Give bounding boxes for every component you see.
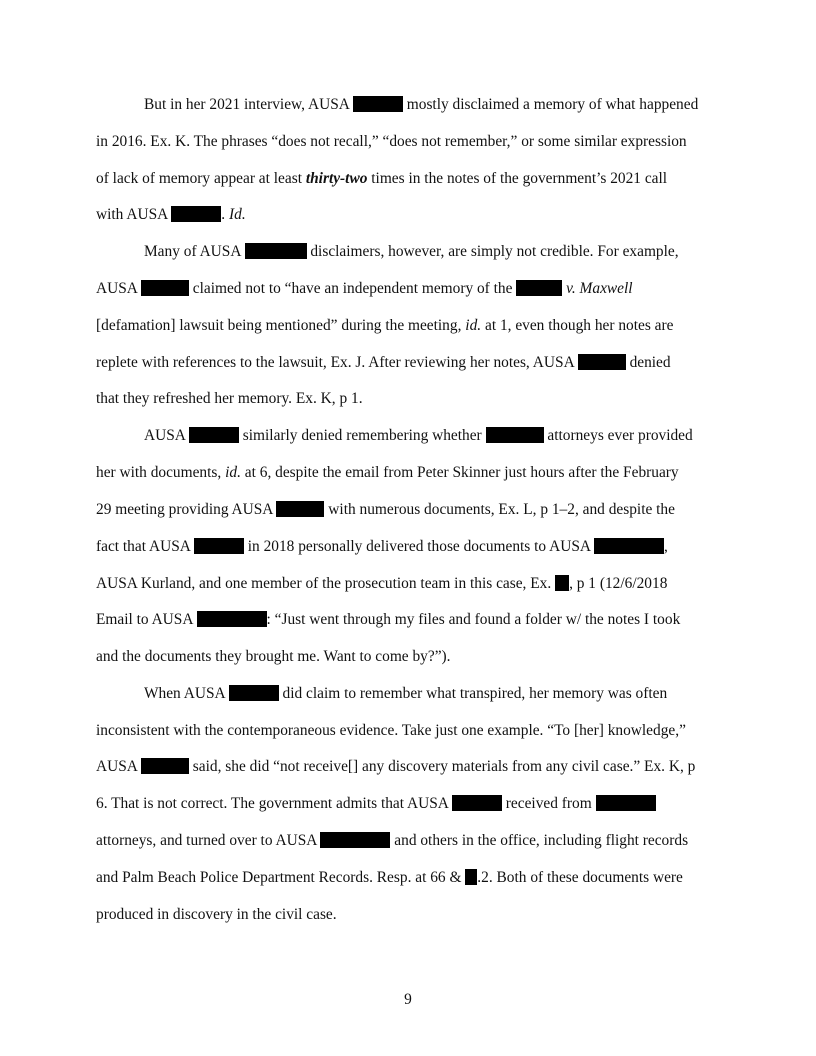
text-segment: 6. That is not correct. The government admits that AUSA [96,795,449,812]
text-segment: attorneys ever provided [547,427,693,444]
text-segment: , p 1 (12/6/2018 [569,575,668,592]
text-line [144,95,698,115]
redaction-block [229,685,279,701]
text-segment: AUSA Kurland, and one member of the prosecution team in this case, Ex. [96,575,552,592]
case-name-text: v. Maxwell [566,280,633,297]
text-segment: and others in the office, including flight records [394,832,689,849]
redaction-block [594,538,664,554]
text-segment: [defamation] lawsuit being mentioned” during the meeting, [96,317,462,334]
text-segment: When AUSA [144,685,225,702]
redaction-block [452,795,502,811]
redaction-block [555,575,569,591]
redaction-block [194,538,244,554]
text-segment: of lack of memory appear at least [96,170,302,187]
text-line [96,463,679,483]
text-line [96,868,683,888]
redaction-block [141,280,189,296]
text-segment: times in the notes of the government’s 2021 call [371,170,668,187]
redaction-block [486,427,544,443]
text-segment: similarly denied remembering whether [242,427,482,444]
text-line [144,242,679,262]
text-segment: , [664,538,668,555]
text-segment: in 2016. Ex. K. The phrases “does not recall,” “does not remember,” or some similar expression [96,133,687,150]
text-line [96,205,246,225]
text-segment: . [221,206,226,223]
text-segment: with numerous documents, Ex. L, p 1–2, and despite the [328,501,675,518]
redaction-block [320,832,390,848]
text-segment: received from [505,795,592,812]
text-segment: at 1, even though her notes are [484,317,674,334]
text-segment: denied [629,354,671,371]
text-segment: that they refreshed her memory. Ex. K, p 1. [96,390,363,407]
text-line [96,169,667,189]
text-segment: with AUSA [96,206,168,223]
redaction-block [578,354,626,370]
text-segment: did claim to remember what transpired, her memory was often [282,685,668,702]
text-segment: AUSA [144,427,186,444]
text-segment: 29 meeting providing AUSA [96,501,273,518]
text-segment: Email to AUSA [96,611,193,628]
text-line [144,684,667,704]
text-line [96,537,668,557]
text-line [96,905,337,925]
text-segment: AUSA [96,280,138,297]
text-segment: mostly disclaimed a memory of what happened [406,96,699,113]
text-segment: and the documents they brought me. Want to come by?”). [96,648,451,665]
redaction-block [516,280,562,296]
text-segment: and Palm Beach Police Department Records. Resp. at 66 & [96,869,462,886]
redaction-block [276,501,324,517]
text-line [96,757,695,777]
text-segment: inconsistent with the contemporaneous evidence. Take just one example. “To [her] knowledge,” [96,722,686,739]
text-segment: : “Just went through my files and found a folder w/ the notes I took [266,611,681,628]
text-line [96,389,363,409]
redaction-block [189,427,239,443]
text-line [96,279,633,299]
text-segment: .2. Both of these documents were [477,869,683,886]
text-segment: fact that AUSA [96,538,191,555]
text-line [96,574,667,594]
text-segment: Many of AUSA [144,243,241,260]
text-segment: claimed not to “have an independent memory of the [192,280,513,297]
text-line [96,316,673,336]
emphasis-text: thirty-two [305,170,368,187]
text-segment: in 2018 personally delivered those documents to AUSA [247,538,591,555]
text-line [96,721,686,741]
text-line [96,132,687,152]
redaction-block [171,206,221,222]
citation-text: Id. [229,206,246,223]
citation-text: id. [225,464,241,481]
redaction-block [596,795,656,811]
redaction-block [245,243,307,259]
text-segment: attorneys, and turned over to AUSA [96,832,317,849]
text-segment: AUSA [96,758,138,775]
text-line [96,500,675,520]
text-segment: disclaimers, however, are simply not credible. For example, [310,243,679,260]
redaction-block [197,611,267,627]
redaction-block [465,869,477,885]
text-line [96,647,451,667]
text-segment: her with documents, [96,464,222,481]
text-line [96,831,688,851]
text-segment: said, she did “not receive[] any discovery materials from any civil case.” Ex. K, p [192,758,696,775]
page-number: 9 [404,991,412,1008]
text-line [96,353,671,373]
text-line [96,794,656,814]
text-segment: But in her 2021 interview, AUSA [144,96,350,113]
text-line [96,610,680,630]
text-segment: at 6, despite the email from Peter Skinner just hours after the February [244,464,679,481]
redaction-block [141,758,189,774]
text-segment: produced in discovery in the civil case. [96,906,337,923]
text-line [144,426,693,446]
redaction-block [353,96,403,112]
text-segment: replete with references to the lawsuit, Ex. J. After reviewing her notes, AUSA [96,354,574,371]
citation-text: id. [465,317,482,334]
